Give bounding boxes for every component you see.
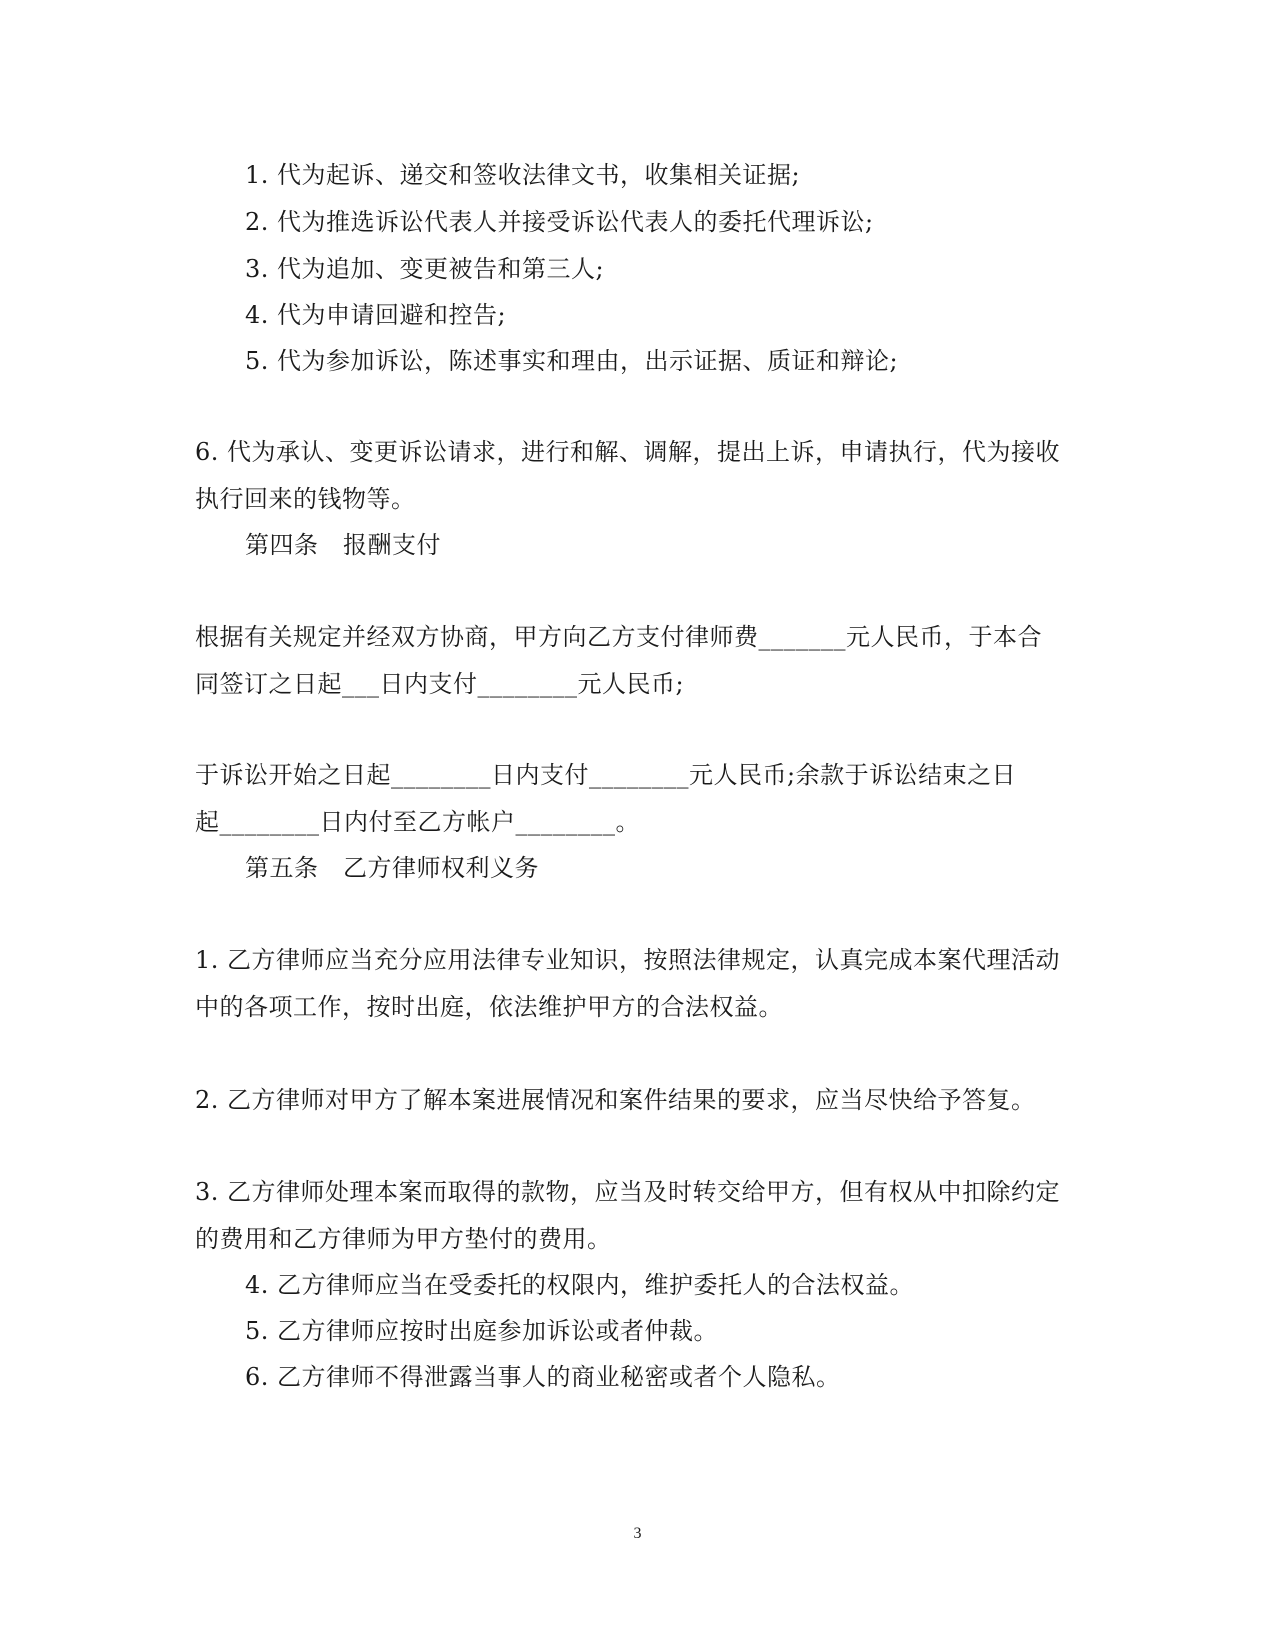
duty-item-1: 1. 乙方律师应当充分应用法律专业知识，按照法律规定，认真完成本案代理活动 (195, 946, 1061, 974)
article-5-heading: 第五条 乙方律师权利义务 (245, 854, 539, 882)
payment-paragraph-1: 根据有关规定并经双方协商，甲方向乙方支付律师费_______元人民币，于本合 (195, 623, 1042, 651)
article-4-heading: 第四条 报酬支付 (245, 531, 441, 559)
payment-paragraph-2-cont: 起________日内付至乙方帐户________。 (195, 808, 640, 836)
duty-item-4: 4. 乙方律师应当在受委托的权限内，维护委托人的合法权益。 (245, 1271, 915, 1299)
clause-item-3: 3. 代为追加、变更被告和第三人; (245, 255, 605, 283)
duty-item-3: 3. 乙方律师处理本案而取得的款物，应当及时转交给甲方，但有权从中扣除约定 (195, 1178, 1061, 1206)
clause-item-6: 6. 代为承认、变更诉讼请求，进行和解、调解，提出上诉，申请执行，代为接收 (195, 438, 1061, 466)
clause-item-2: 2. 代为推选诉讼代表人并接受诉讼代表人的委托代理诉讼; (245, 208, 874, 236)
duty-item-6: 6. 乙方律师不得泄露当事人的商业秘密或者个人隐私。 (245, 1363, 841, 1391)
clause-item-6-cont: 执行回来的钱物等。 (195, 485, 416, 513)
duty-item-2: 2. 乙方律师对甲方了解本案进展情况和案件结果的要求，应当尽快给予答复。 (195, 1086, 1036, 1114)
clause-item-1: 1. 代为起诉、递交和签收法律文书，收集相关证据; (245, 161, 801, 189)
duty-item-5: 5. 乙方律师应按时出庭参加诉讼或者仲裁。 (245, 1317, 719, 1345)
clause-item-5: 5. 代为参加诉讼，陈述事实和理由，出示证据、质证和辩论; (245, 347, 899, 375)
duty-item-1-cont: 中的各项工作，按时出庭，依法维护甲方的合法权益。 (195, 993, 783, 1021)
payment-paragraph-2: 于诉讼开始之日起________日内支付________元人民币;余款于诉讼结束之日 (195, 761, 1017, 789)
clause-item-4: 4. 代为申请回避和控告; (245, 301, 507, 329)
duty-item-3-cont: 的费用和乙方律师为甲方垫付的费用。 (195, 1225, 612, 1253)
payment-paragraph-1-cont: 同签订之日起___日内支付________元人民币; (195, 670, 685, 698)
page-number: 3 (633, 1525, 642, 1542)
